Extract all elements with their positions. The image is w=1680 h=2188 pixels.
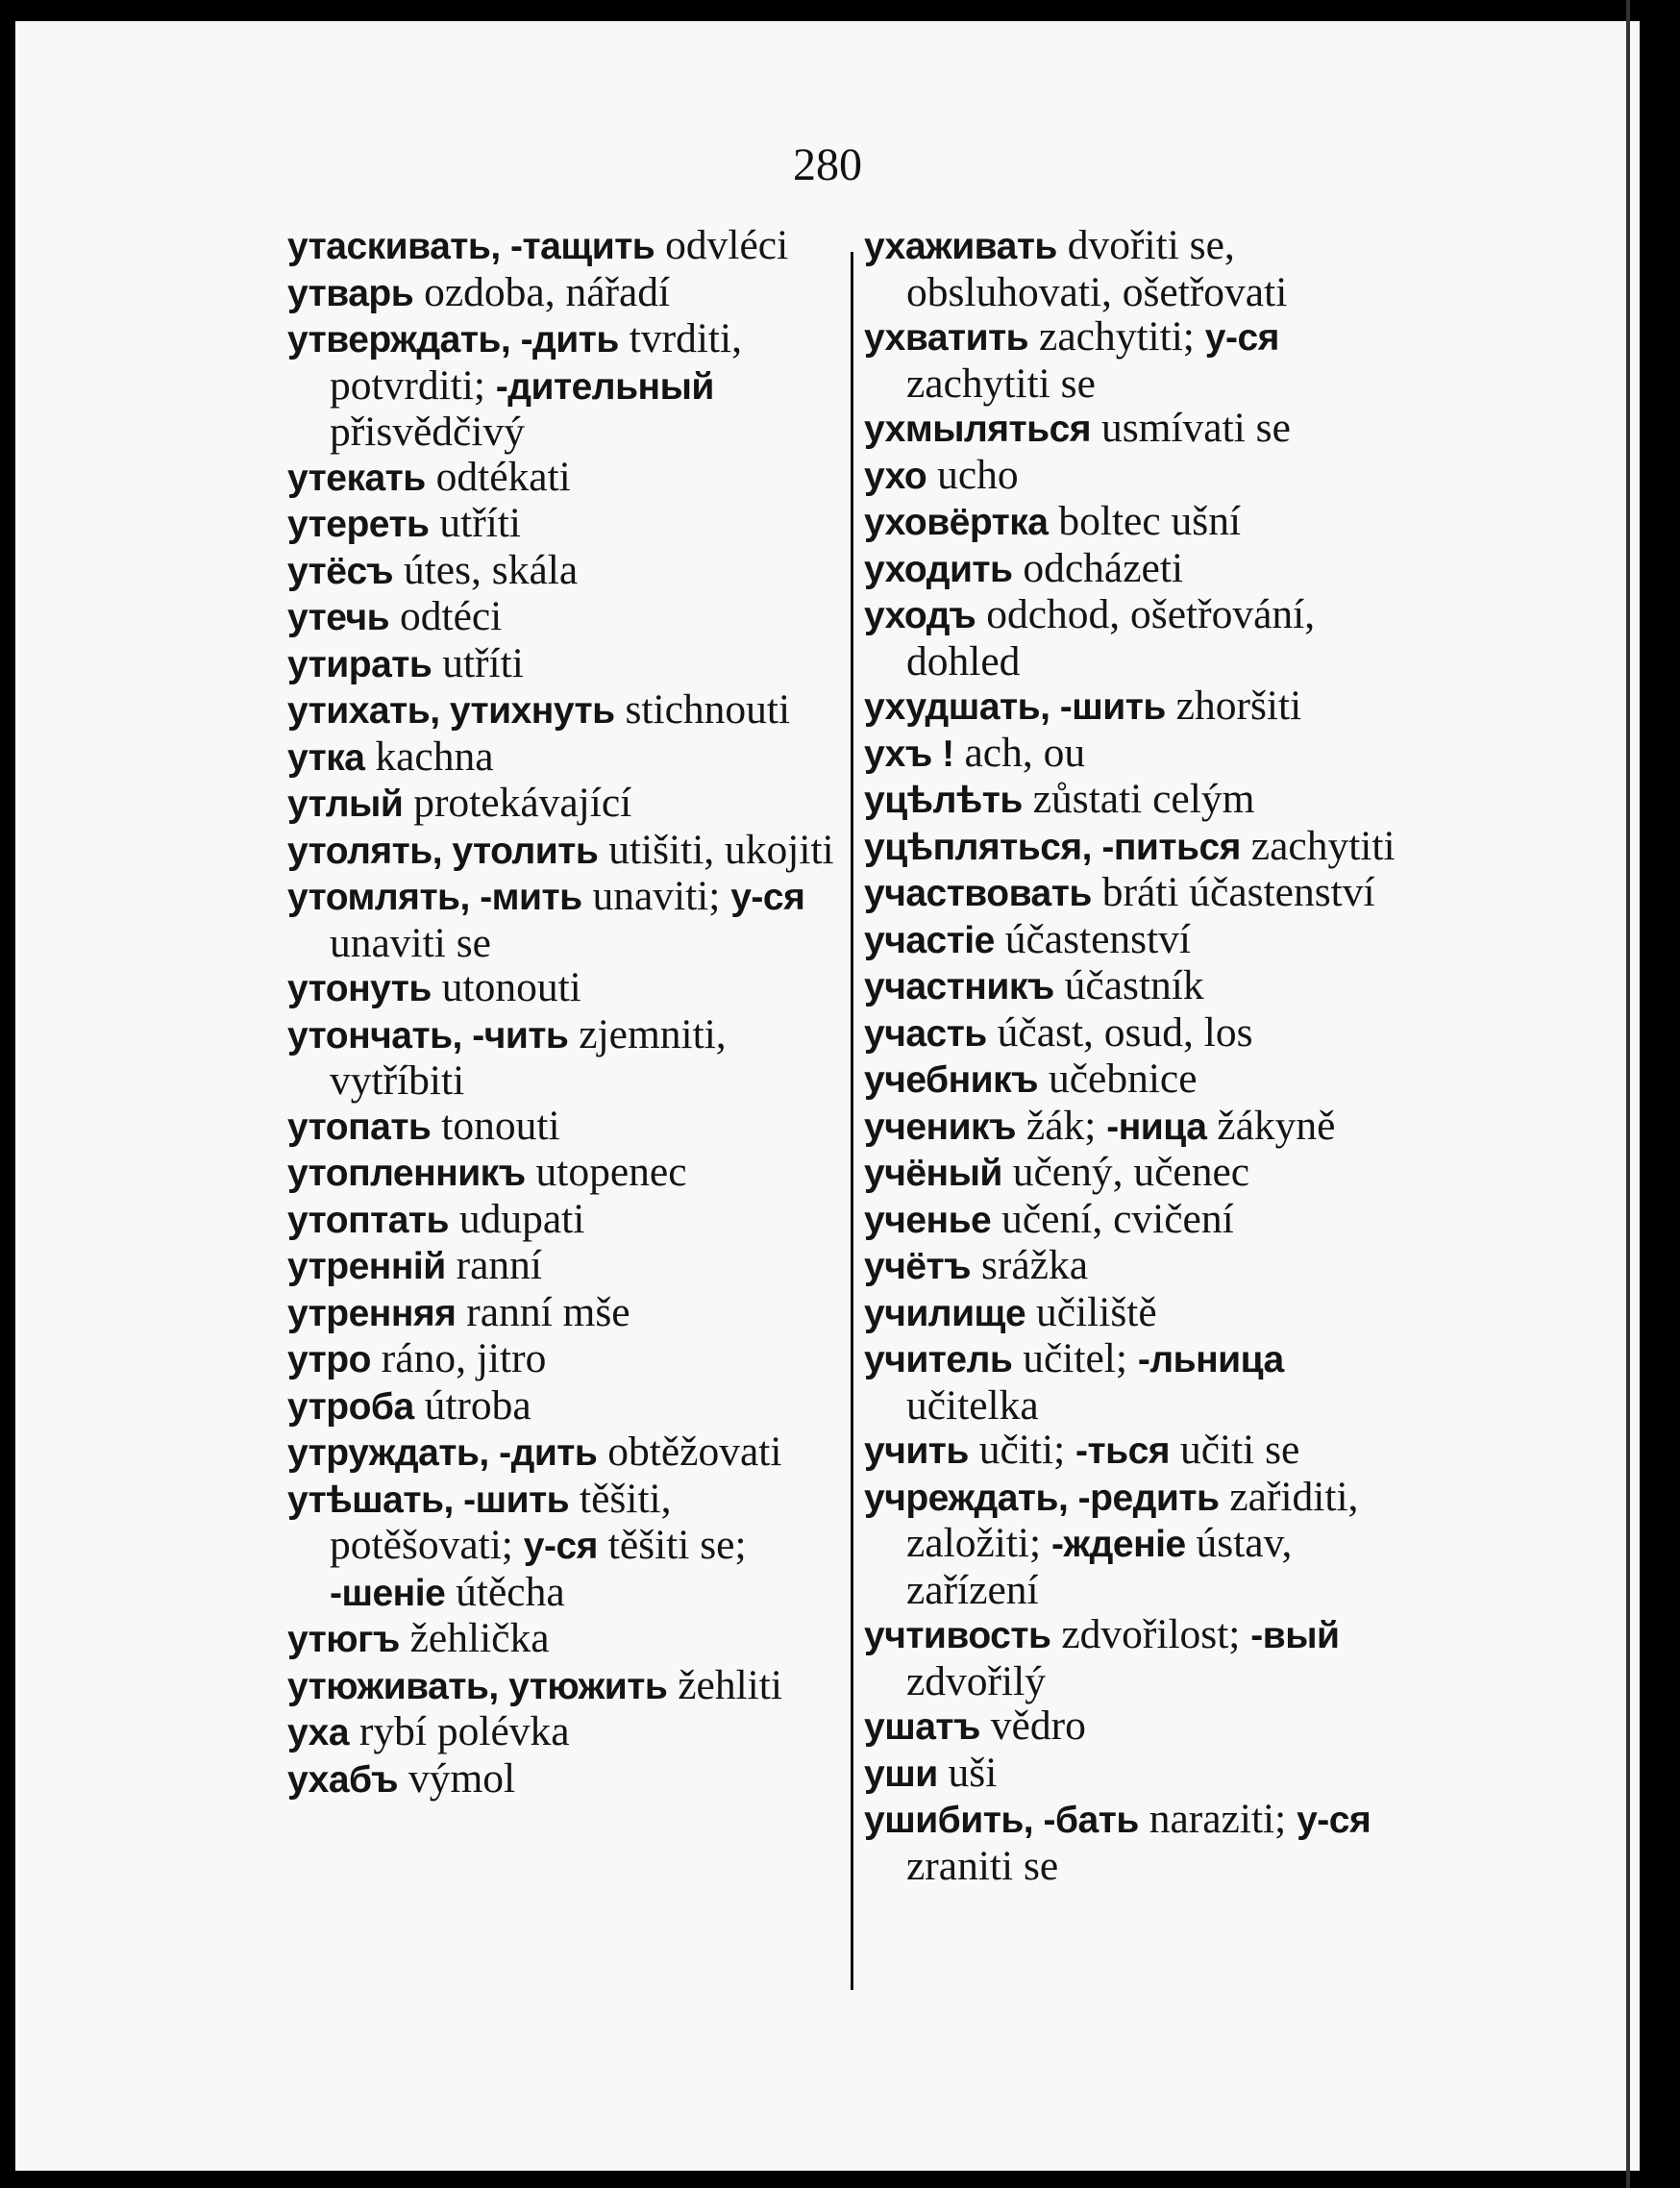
headword: утончать, -чить: [287, 1014, 569, 1057]
translation: kachna: [364, 733, 494, 780]
dictionary-entry: [287, 1104, 835, 1151]
translation: bráti účastenství: [1091, 869, 1375, 915]
headword: ушатъ: [864, 1706, 980, 1748]
headword: участникъ: [864, 966, 1054, 1007]
headword: ухаживать: [864, 226, 1057, 267]
headword: утруждать, -дить: [287, 1432, 598, 1474]
translation: odchod, ošetřování, dohled: [906, 591, 1316, 684]
translation: zůstati celým: [1022, 776, 1255, 822]
translation: zhoršiti: [1165, 683, 1302, 729]
translation: učiti se: [1170, 1427, 1300, 1473]
dictionary-entry: [864, 1428, 1412, 1475]
dictionary-entry: [864, 1751, 1412, 1798]
headword: участвовать: [864, 873, 1092, 914]
dictionary-entry: [864, 453, 1412, 500]
headword: ухватить: [864, 317, 1029, 359]
translation: útes, skála: [393, 546, 579, 593]
headword: у-ся: [1297, 1800, 1371, 1841]
translation: naraziti;: [1138, 1796, 1297, 1842]
translation: ucho: [926, 451, 1019, 498]
translation: ústav, zařízení: [906, 1520, 1293, 1613]
translation: učení, cvičení: [991, 1195, 1234, 1242]
dictionary-entry: [287, 1477, 835, 1617]
dictionary-entry: [864, 546, 1412, 593]
translation: tonouti: [431, 1102, 560, 1149]
dictionary-entry: [287, 781, 835, 828]
dictionary-entry: [287, 270, 835, 317]
dictionary-entry: [287, 874, 835, 965]
translation: dvořiti se, obsluhovati, ošetřovati: [906, 222, 1288, 315]
headword: утонуть: [287, 968, 432, 1009]
headword: участь: [864, 1012, 987, 1055]
translation: tvrditi, potvrditi;: [330, 315, 742, 409]
translation: utříti: [429, 500, 521, 546]
headword: ученье: [864, 1199, 992, 1241]
headword: утолять, утолить: [287, 830, 599, 872]
translation: odtékati: [425, 453, 571, 500]
dictionary-entry: [864, 917, 1412, 964]
headword: уцѣпляться, -питься: [864, 826, 1241, 868]
translation: zachytiti;: [1028, 313, 1205, 360]
translation: rybí polévka: [349, 1708, 570, 1754]
headword: у-ся: [1204, 317, 1279, 359]
translation: těšiti, potěšovati;: [330, 1475, 672, 1568]
translation: utříti: [432, 639, 524, 686]
translation: vědro: [979, 1703, 1086, 1749]
headword: ухо: [864, 455, 927, 497]
dictionary-entry: [864, 1336, 1412, 1428]
page-number: 280: [793, 139, 862, 190]
translation: stichnouti: [614, 686, 791, 733]
dictionary-entry: [864, 592, 1412, 684]
headword: -вый: [1250, 1615, 1340, 1656]
dictionary-entry: [287, 1709, 835, 1756]
dictionary-entry: [287, 1430, 835, 1477]
translation: zachytiti: [1240, 822, 1396, 869]
translation: žák;: [1016, 1102, 1107, 1149]
headword: у-ся: [523, 1526, 598, 1567]
headword: учёный: [864, 1153, 1002, 1194]
headword: утаскивать, -тащить: [287, 226, 655, 267]
translation: těšiti se;: [597, 1522, 747, 1568]
dictionary-entry: [287, 223, 835, 270]
translation: uši: [937, 1749, 998, 1796]
headword: утомлять, -мить: [287, 877, 582, 918]
translation: udupati: [449, 1195, 585, 1242]
translation: žehliti: [667, 1661, 782, 1708]
dictionary-entry: [864, 1243, 1412, 1290]
headword: уши: [864, 1753, 938, 1795]
translation: útěcha: [445, 1568, 565, 1615]
dictionary-entry: [287, 965, 835, 1012]
headword: утирать: [287, 643, 432, 685]
dictionary-page: [15, 21, 1640, 2171]
dictionary-entry: [287, 828, 835, 875]
translation: učiliště: [1025, 1288, 1157, 1335]
headword: -ться: [1075, 1430, 1171, 1472]
headword: утоптать: [287, 1199, 449, 1241]
headword: уха: [287, 1712, 350, 1753]
headword: утопленникъ: [287, 1153, 526, 1194]
translation: ozdoba, nářadí: [413, 268, 671, 315]
dictionary-entry: [287, 1616, 835, 1663]
dictionary-entry: [864, 777, 1412, 824]
translation: učiti;: [968, 1427, 1076, 1473]
translation: odvléci: [655, 222, 789, 268]
translation: zdvořilý: [906, 1657, 1046, 1704]
dictionary-entry: [287, 1663, 835, 1710]
translation: odtéci: [389, 593, 503, 639]
headword: утёсъ: [287, 550, 394, 592]
headword: утереть: [287, 504, 430, 545]
headword: утварь: [287, 272, 414, 314]
headword: ушибить, -бать: [864, 1800, 1139, 1841]
headword: утро: [287, 1339, 371, 1380]
dictionary-entry: [864, 1010, 1412, 1057]
translation: zjemniti, vytříbiti: [330, 1010, 727, 1104]
headword: уцѣлѣть: [864, 780, 1023, 821]
headword: утюгъ: [287, 1619, 400, 1660]
dictionary-entry: [864, 870, 1412, 917]
dictionary-entry: [864, 963, 1412, 1010]
headword: ухабъ: [287, 1758, 399, 1801]
translation: utopenec: [525, 1149, 687, 1195]
headword: утѣшать, -шить: [287, 1479, 570, 1521]
translation: obtěžovati: [597, 1429, 782, 1475]
dictionary-entry: [287, 641, 835, 688]
headword: утренній: [287, 1246, 446, 1287]
translation: odcházeti: [1012, 544, 1184, 591]
headword: утечь: [287, 597, 390, 638]
translation: učebnice: [1038, 1056, 1198, 1102]
translation: přisvědčivý: [330, 409, 525, 455]
page-edge: [1626, 0, 1630, 2188]
translation: usmívati se: [1091, 405, 1291, 451]
dictionary-entry: [287, 1336, 835, 1383]
headword: училище: [864, 1292, 1026, 1334]
dictionary-entry: [287, 1150, 835, 1197]
translation: ach, ou: [953, 729, 1086, 776]
translation: utonouti: [431, 964, 581, 1010]
headword: участіе: [864, 919, 995, 961]
dictionary-entry: [287, 1290, 835, 1337]
dictionary-entry: [287, 594, 835, 641]
headword: утлый: [287, 783, 404, 825]
dictionary-entry: [864, 223, 1412, 314]
translation: účastenství: [994, 915, 1192, 962]
dictionary-entry: [864, 1290, 1412, 1337]
translation: výmol: [398, 1754, 516, 1802]
translation: účast, osud, los: [986, 1008, 1253, 1056]
translation: protekávající: [403, 780, 632, 826]
dictionary-entry: [287, 501, 835, 548]
column-divider: [851, 252, 853, 1990]
headword: учреждать, -редить: [864, 1477, 1220, 1519]
headword: ухмыляться: [864, 409, 1092, 450]
headword: утренняя: [287, 1292, 457, 1334]
translation: ranní: [445, 1242, 542, 1288]
headword: учебникъ: [864, 1059, 1039, 1101]
translation: unaviti se: [330, 919, 491, 966]
headword: утка: [287, 736, 365, 779]
headword: утихать, утихнуть: [287, 690, 615, 732]
headword: уходъ: [864, 595, 976, 636]
dictionary-entry: [864, 314, 1412, 406]
dictionary-entry: [287, 1197, 835, 1244]
dictionary-entry: [864, 1197, 1412, 1244]
headword: учитель: [864, 1339, 1013, 1380]
translation: účastník: [1053, 962, 1204, 1008]
headword: учётъ: [864, 1246, 972, 1287]
translation: útroba: [413, 1381, 531, 1429]
dictionary-entry: [287, 316, 835, 455]
translation: učitel;: [1012, 1335, 1138, 1381]
translation: srážka: [971, 1242, 1089, 1288]
headword: у-ся: [730, 877, 805, 918]
translation: unaviti;: [581, 873, 731, 919]
translation: utišiti, ukojiti: [598, 826, 834, 873]
headword: утекать: [287, 457, 426, 499]
dictionary-entry: [864, 684, 1412, 731]
dictionary-entry: [287, 1012, 835, 1104]
translation: ranní mše: [456, 1288, 630, 1335]
translation: zachytiti se: [906, 360, 1096, 407]
dictionary-entry: [287, 1756, 835, 1803]
left-column: [287, 223, 835, 1803]
headword: утверждать, -дить: [287, 319, 619, 361]
headword: -льница: [1137, 1339, 1284, 1380]
dictionary-entry: [287, 1243, 835, 1290]
dictionary-entry: [287, 734, 835, 782]
headword: учтивость: [864, 1615, 1051, 1656]
dictionary-entry: [864, 499, 1412, 546]
translation: učený, učenec: [1001, 1149, 1250, 1195]
dictionary-entry: [287, 687, 835, 734]
dictionary-entry: [864, 731, 1412, 778]
right-column: [864, 223, 1412, 1888]
translation: zdvořilost;: [1050, 1611, 1251, 1657]
dictionary-entry: [864, 824, 1412, 871]
dictionary-entry: [864, 1104, 1412, 1151]
dictionary-entry: [864, 1150, 1412, 1197]
dictionary-entry: [864, 1057, 1412, 1104]
dictionary-entry: [864, 1475, 1412, 1613]
headword: утроба: [287, 1385, 414, 1428]
dictionary-entry: [287, 1383, 835, 1430]
dictionary-entry: [864, 1612, 1412, 1703]
headword: утопать: [287, 1106, 432, 1148]
headword: -жденіе: [1050, 1524, 1186, 1565]
translation: boltec ušní: [1048, 498, 1242, 544]
headword: ухудшать, -шить: [864, 686, 1166, 728]
translation: ráno, jitro: [370, 1335, 547, 1381]
dictionary-entry: [287, 548, 835, 595]
translation: zraniti se: [906, 1842, 1059, 1889]
translation: učitelka: [906, 1381, 1039, 1429]
headword: учить: [864, 1430, 969, 1472]
dictionary-entry: [864, 1797, 1412, 1888]
dictionary-entry: [287, 455, 835, 502]
translation: žákyně: [1206, 1102, 1336, 1149]
headword: -дительный: [495, 365, 714, 408]
translation: zařiditi, založiti;: [906, 1473, 1359, 1566]
dictionary-entry: [864, 1703, 1412, 1751]
headword: утюживать, утюжить: [287, 1665, 668, 1707]
headword: -шеніе: [330, 1572, 446, 1614]
dictionary-entry: [864, 406, 1412, 453]
headword: -ница: [1106, 1106, 1207, 1148]
translation: žehlička: [399, 1615, 550, 1661]
headword: уходить: [864, 548, 1013, 590]
headword: ухъ !: [864, 733, 954, 775]
headword: ученикъ: [864, 1106, 1017, 1148]
headword: уховёртка: [864, 502, 1049, 543]
